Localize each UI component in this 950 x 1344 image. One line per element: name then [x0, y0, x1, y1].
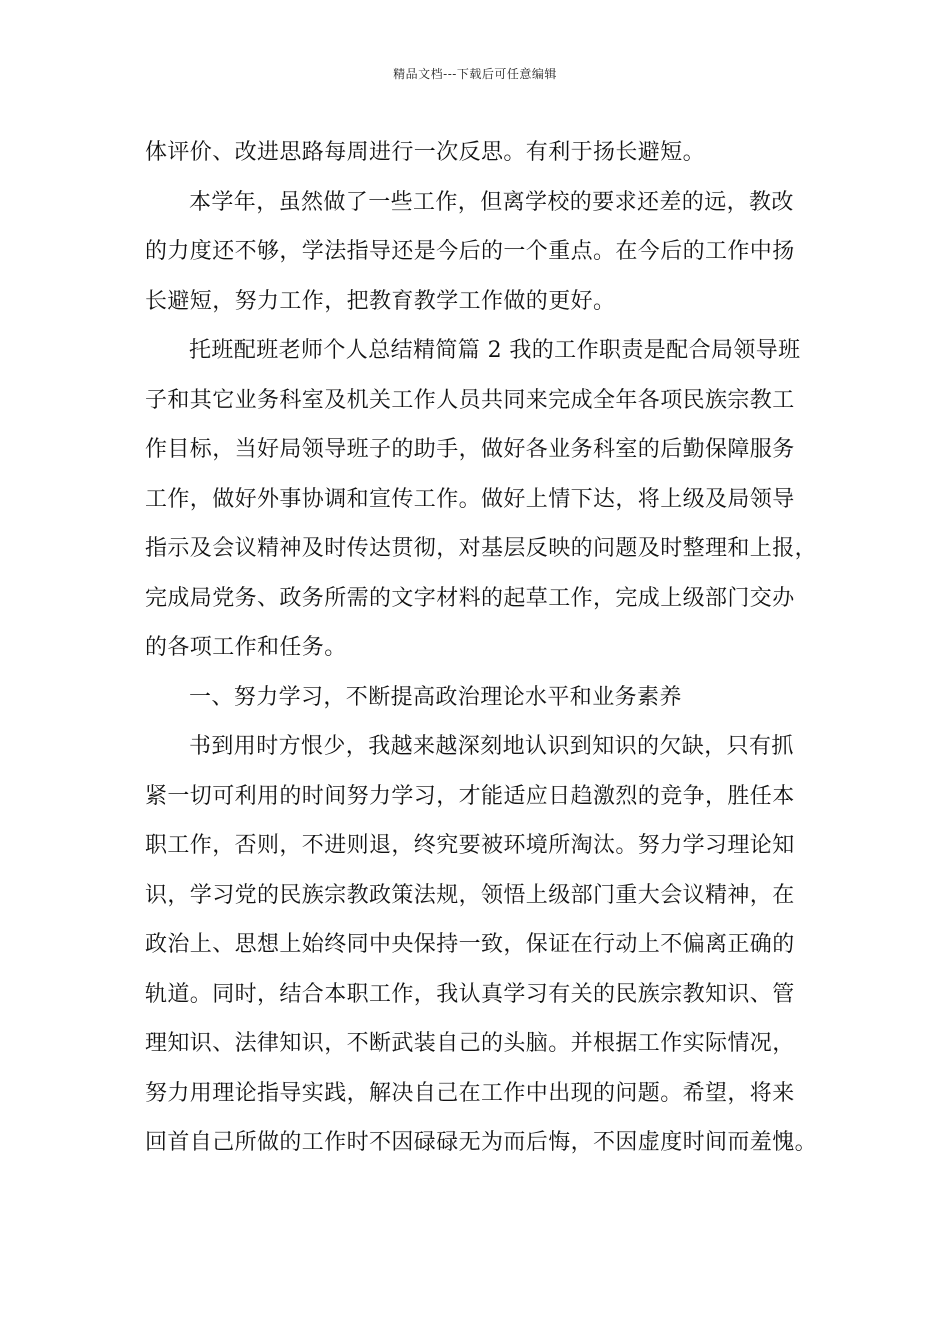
text-line: 理知识、法律知识，不断武装自己的头脑。并根据工作实际情况，	[145, 1031, 795, 1056]
text-line: 努力用理论指导实践，解决自己在工作中出现的问题。希望，将来	[145, 1080, 795, 1106]
document-body	[145, 128, 835, 1168]
text-line: 识，学习党的民族宗教政策法规，领悟上级部门重大会议精神，在	[145, 882, 795, 908]
text-line: 工作，做好外事协调和宣传工作。做好上情下达，将上级及局领导	[145, 486, 795, 512]
text-line: 回首自己所做的工作时不因碌碌无为而后悔，不因虚度时间而羞愧。	[145, 1130, 818, 1155]
text-line: 本学年，虽然做了一些工作，但离学校的要求还差的远，教改	[189, 189, 794, 215]
text-line: 的力度还不够，学法指导还是今后的一个重点。在今后的工作中扬	[145, 239, 795, 264]
text-line: 托班配班老师个人总结精简篇 2 我的工作职责是配合局领导班	[189, 338, 801, 363]
text-line: 一、努力学习，不断提高政治理论水平和业务素养	[189, 684, 682, 710]
text-line: 作目标，当好局领导班子的助手，做好各业务科室的后勤保障服务	[145, 437, 795, 462]
text-line: 指示及会议精神及时传达贯彻，对基层反映的问题及时整理和上报，	[145, 536, 818, 561]
text-line: 完成局党务、政务所需的文字材料的起草工作，完成上级部门交办	[145, 585, 795, 611]
text-line: 政治上、思想上始终同中央保持一致，保证在行动上不偏离正确的	[145, 932, 795, 957]
text-line: 书到用时方恨少，我越来越深刻地认识到知识的欠缺，只有抓	[189, 734, 794, 759]
text-line: 的各项工作和任务。	[145, 635, 347, 660]
text-line: 职工作，否则，不进则退，终究要被环境所淘汰。努力学习理论知	[145, 833, 795, 858]
text-line: 长避短，努力工作，把教育教学工作做的更好。	[145, 288, 616, 314]
page-header: 精品文档---下载后可任意编辑	[393, 67, 557, 81]
text-line: 子和其它业务科室及机关工作人员共同来完成全年各项民族宗教工	[145, 387, 795, 413]
text-line: 轨道。同时，结合本职工作，我认真学习有关的民族宗教知识、管	[145, 981, 795, 1007]
text-line: 紧一切可利用的时间努力学习，才能适应日趋激烈的竞争，胜任本	[145, 783, 795, 809]
text-line: 体评价、改进思路每周进行一次反思。有利于扬长避短。	[145, 140, 706, 165]
